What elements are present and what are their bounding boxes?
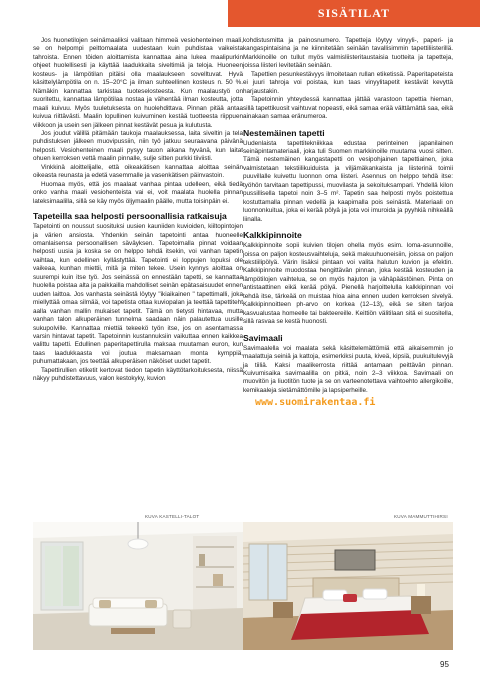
section-heading: Savimaali [243,332,283,343]
body-paragraph: Tapettien pesunkestävyys ilmoitetaan rullan etiketissä. Paperitapeteista ei juuri tahroja voi poistaa, kun taas vinyylitapetit kestävät kevyttä harjaustakin. [243,70,453,95]
right-column [243,37,453,408]
section-label: SISÄTILAT [317,6,391,20]
page-number: 95 [440,660,449,669]
body-paragraph: Jos huonetilojen seinämaaliksi valitaan himmeä vesiohenteinen maali, se on helpompi peittomaalata uudestaan kuin puhdistaa vaikeista tahroista. Ennen töiden aloittamista kannattaa aina lukea maalipurkin ohjeet huolellisesti ja käyttää laadukkaita siveltimiä ja teloja. Huoneen kosteus- ja lämpötilan pitäisi olla maalaukseen sovelltuvat. Hyvä käsittelylämpötila on n. 15–20°C ja ilman suhteellinen kosteus n. 50 %. Nämäkin kannattaa tarkistaa tuoteselosteesta. Kun maalaustyö on suoritettu, kannattaa lämpötilaa nostaa ja vähentää ilman kosteutta, jotta maali kuivuu. Myös tuuletuksesta on huolehdittava. Pinnan pitää antaa kuivua riittävästi. Maalin lopullinen kuivuminen kestää tuotteesta riippuen viikkoon ja usein sen jälkeen pinnat kestävät pesua ja kulutusta. [33,37,243,129]
body-paragraph: Jos joudut välillä pitämään taukoja maalauksessa, laita siveltin ja tela puhdistuksen jälkeen muovipussiin, niin työ jatkuu seuraavana päivänä helposti. Vesiohenteinen maali pysyy tauon aikana hyvänä, kun laitat ohuen kerroksen vettä maalin pinnalle, sulje sitten purkki tiiviisti. [33,129,243,163]
body-paragraph: Kalkkipinnoite sopii kuivien tilojen ohella myös esim. loma-asunnoille, joissa on paljon kosteusvaihteluja, sekä makuuhuoneisiin, joissa on paljon tekstiilipölyä. Värin lisäksi pintaan voi valita halutun kuvion ja efektin. Kalkkipinnoite muodostaa hengittävän pinnan, joka kestää kosteuden ja lämpötilojen vaihtelua, se on myös hajuton ja vähäpäästöinen. Pinta on antistaattinen eikä kerää pölyä. Pienellä harjoittelulla kalkkipinnan voi tehdä itse, tärkeää on muistaa hioa aina ennen uuden kerroksen sivelyä. Kalkkipinnoitteen ph-arvo on korkea (12–13), eikä se siten tarjoa kasvualustaa homeelle tai bakteereille. Keittiön välitilaan sitä ei suositella, sillä rasvaa se kestä huonosti. [243,242,453,326]
section-heading: Kalkkipinnoite [243,230,302,241]
website-link[interactable]: www.suomirakentaa.fi [255,397,376,409]
body-paragraph: Tapettirullien etiketit kertovat tiedon tapetin käyttötarkoituksesta, niissä näkyy puhdistettavuus, valon kestokyky, kuvion [33,366,243,383]
section-header-bar [228,0,480,27]
photo-credit: KUVA KASTELLI-TALOT [145,514,200,519]
section-heading: Nestemäinen tapetti [243,127,325,138]
body-paragraph: Savimaalella voi maalata sekä käsittelemättömiä että aikaisemmin jo maalattuja seiniä ja kattoja, esimerkiksi puuta, kiveä, kipsiä, puukuitulevyjä ja tiiliä. Kaksi maalikerrosta riittää antamaan peittävän pinnan. Kuivumisaika savimaalilla on pitkä, noin 2–3 viikkoa. Savimaali on muovitön ja liuotitön tuote ja se on varteenotettava vaihtoehto allergikoille, kemikaaleja sietämättömille ja lapsiperheille. [243,344,453,394]
body-paragraph: Uudenlaista tapettitekniikkaa edustaa perinteinen japanilainen seinäpintamateriaali, joka tuli Suomen markkinoille muutama vuosi sitten. Tämä nestemäinen kangastapetti on vesipohjainen tapettiainen, joka valmistetaan tekstiilikuiduista ja viljämäkankaista ja liisterinä toimii puuvillalle kuivettu luonnon oma liisteri. Asennus on helppo tehdä itse: työhön tarvitaan tapettipussi, muovilasta ja sekoituksampari. Yhdellä kilon pussillisella tapetoi noin 3–5 m². Tapetin saa helposti myös poistettua kostuttamalla pinnan vedellä ja kaapimalla pois seinästä. Materiaali on luonnonkuitua, joka ei kerää pölyä ja jota voi imuroida ja pyyhkiä nihkeällä liinalla. [243,139,453,223]
living-room-photo [33,522,243,650]
section-heading: Tapeteilla saa helposti persoonallisia ratkaisuja [33,211,227,222]
body-paragraph: Tapetoinnin yhteydessä kannattaa jättää varastoon tapettia hieman, sillä tapettikuosit vaihtuvat nopeasti, eikä samaa erää välttämättä saa, eikä ainakaan samaa eränumeroa. [243,96,453,121]
body-paragraph: Vinkkinä aloittelijalle, että oikeakätisen kannattaa aloittaa seinän oikeasta reunasta ja edetä vasemmalle ja vasenkätisen päinvastoin. [33,163,243,180]
photo-credit: KUVA MAMMUTTIHIRSI [394,514,448,519]
body-paragraph: kohdistusmitta ja painosnumero. Tapetteja löytyy vinyyli-, paperi- ja kangaspintaisina ja ne kiinnitetään seinään tavallisimmin tapettiliisterillä. Markkinoille on tullut myös valmisliisteritaustaisia tuotteita ja tapetteja, joissa liisteri levitetään seinään. [243,37,453,70]
body-paragraph: Huomaa myös, että jos maalaat vanhaa pintaa udelleen, eikä tiedä onko vanha maali vesiohenteista vai ei, voit maalata huolella pinnan lateksimaalilla, sillä se käy myös öljymaalin päälle, mutta toisinpäin ei. [33,180,243,205]
left-column [33,37,243,384]
bedroom-photo [243,522,453,650]
body-paragraph: Tapetointi on noussut suosituksi uusien kauniiden kuvioiden, kiiltopintojen ja värien ansiosta. Yhdenkin seinän tapetointi antaa huoneelle omanlaisensa persoonallisen säväyksen. Tapetoimalla pinnat voidaan helposti uusia ja koska se on helppo tehdä itsekin, voi vanhan tapetin vaihtaa, kun edellinen kyllästyttää. Tapetointi ei loppujen lopuksi ole vaikeaa, kunhan miettii, mitä ja miten tekee. Usein kynnys aloittaa on suurempi kuin itse työ. Jos seinässä on ennestään tapetti, se kannattaa huolella poistaa alta ja paikkailla mahdolliset seinän epätasaisuudet ennen uuden laittoa. Jos vanhasta seinästä löytyy "ikiaikainen " tapettimalli, joka miellyttää omaa silmää, voi tapetista ottaa kuviopalan ja teettää tapettiteht aalla vanhan mallin mukaiset tapetit. Tämä on tietysti hintavaa, mutta vanhan talon alkuperäinen tunnelma saadaan näin palautettua uusille sukupolville. Kannattaa miettiä tekeekö työn itse, jos on asentamassa varsin hintavat tapetit. Tapetoinnin kustannuksiin vaikuttaa ennen kaikkea valittu tapetti. Edullinen paperitapettirulla maksaa muutaman euron, kun taas laadukkaasta voi joutua maksamaan monta kymppiä, puhumattakaan, jos teettää alkuperäisen näköiset uudet tapetit. [33,223,243,366]
